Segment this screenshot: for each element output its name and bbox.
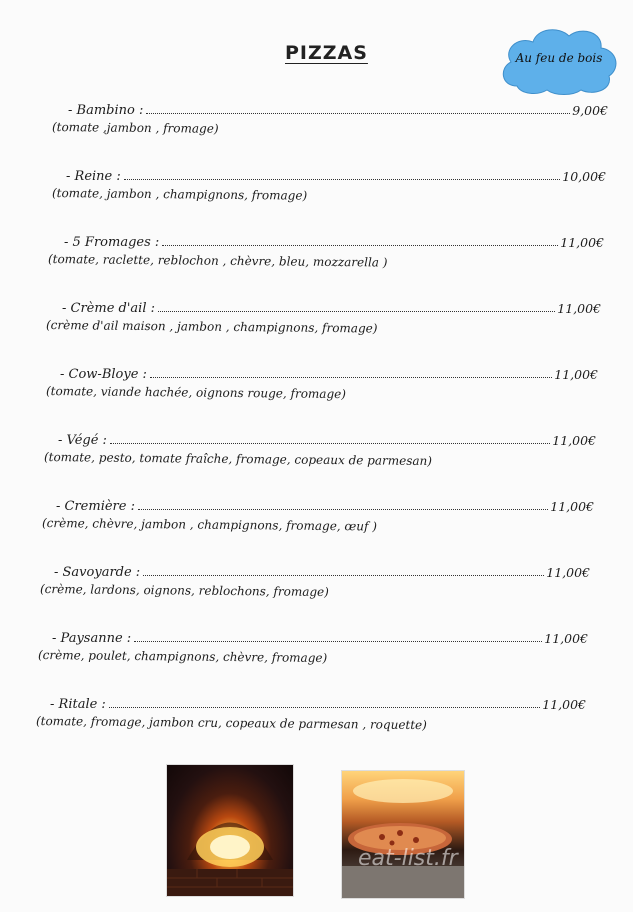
pizza-illustration	[342, 771, 464, 898]
menu-item	[0, 166, 633, 212]
wood-fire-badge	[497, 24, 621, 96]
pizza-price: 11,00€	[546, 565, 590, 580]
dotted-leader	[162, 244, 558, 246]
dotted-leader	[134, 640, 542, 642]
menu-item	[0, 628, 633, 674]
pizza-ingredients: (tomate, raclette, reblochon , chèvre, bleu, mozzarella )	[47, 252, 388, 270]
pizza-ingredients: (crème, lardons, oignons, reblochons, fromage)	[39, 582, 329, 600]
watermark: eat-list.fr	[358, 846, 458, 871]
dotted-leader	[110, 442, 550, 444]
dotted-leader	[150, 376, 552, 378]
pizza-name: - Végé :	[58, 433, 107, 448]
pizza-ingredients: (tomate, viande hachée, oignons rouge, fromage)	[45, 384, 347, 402]
pizza-name: - Bambino :	[68, 103, 144, 118]
dotted-leader	[146, 112, 570, 114]
pizza-name: - Crème d'ail :	[62, 301, 156, 316]
page-title: PIZZAS	[285, 42, 368, 64]
pizza-oven-photo	[341, 770, 465, 899]
menu-item	[0, 430, 633, 476]
pizza-price: 11,00€	[552, 433, 596, 448]
pizza-price: 9,00€	[572, 103, 608, 118]
oven-fire-illustration	[167, 765, 293, 896]
pizza-price: 11,00€	[557, 301, 601, 316]
wood-oven-photo	[166, 764, 294, 897]
pizza-name: - Cremière :	[56, 499, 135, 514]
pizza-ingredients: (tomate ,jambon , fromage)	[51, 120, 219, 136]
menu-item	[0, 496, 633, 542]
dotted-leader	[143, 574, 544, 576]
menu-item	[0, 232, 633, 278]
menu-item	[0, 100, 633, 146]
pizza-name: - Ritale :	[50, 697, 106, 712]
pizza-price: 11,00€	[554, 367, 598, 382]
pizza-ingredients: (tomate, pesto, tomate fraîche, fromage, copeaux de parmesan)	[43, 450, 433, 469]
pizza-price: 11,00€	[550, 499, 594, 514]
pizza-ingredients: (tomate, fromage, jambon cru, copeaux de parmesan , roquette)	[35, 714, 427, 733]
dotted-leader	[124, 178, 561, 180]
menu-item	[0, 694, 633, 740]
pizza-ingredients: (crème, poulet, champignons, chèvre, fromage)	[37, 648, 328, 666]
pizza-ingredients: (crème d'ail maison , jambon , champignons, fromage)	[45, 318, 378, 336]
pizza-price: 11,00€	[542, 697, 586, 712]
dotted-leader	[158, 310, 555, 312]
dotted-leader	[138, 508, 548, 510]
pizza-price: 10,00€	[562, 169, 606, 184]
menu-item	[0, 298, 633, 344]
pizza-name: - Paysanne :	[52, 631, 132, 646]
pizza-price: 11,00€	[544, 631, 588, 646]
pizza-price: 11,00€	[560, 235, 604, 250]
pizza-name: - Cow-Bloye :	[60, 367, 147, 382]
menu-item	[0, 562, 633, 608]
pizza-ingredients: (crème, chèvre, jambon , champignons, fromage, œuf )	[41, 516, 378, 534]
dotted-leader	[109, 706, 540, 708]
pizza-name: - Savoyarde :	[54, 565, 141, 580]
pizza-ingredients: (tomate, jambon , champignons, fromage)	[51, 186, 308, 203]
pizza-name: - 5 Fromages :	[64, 235, 160, 250]
menu-item	[0, 364, 633, 410]
pizza-name: - Reine :	[66, 169, 121, 184]
badge-label: Au feu de bois	[515, 51, 603, 65]
